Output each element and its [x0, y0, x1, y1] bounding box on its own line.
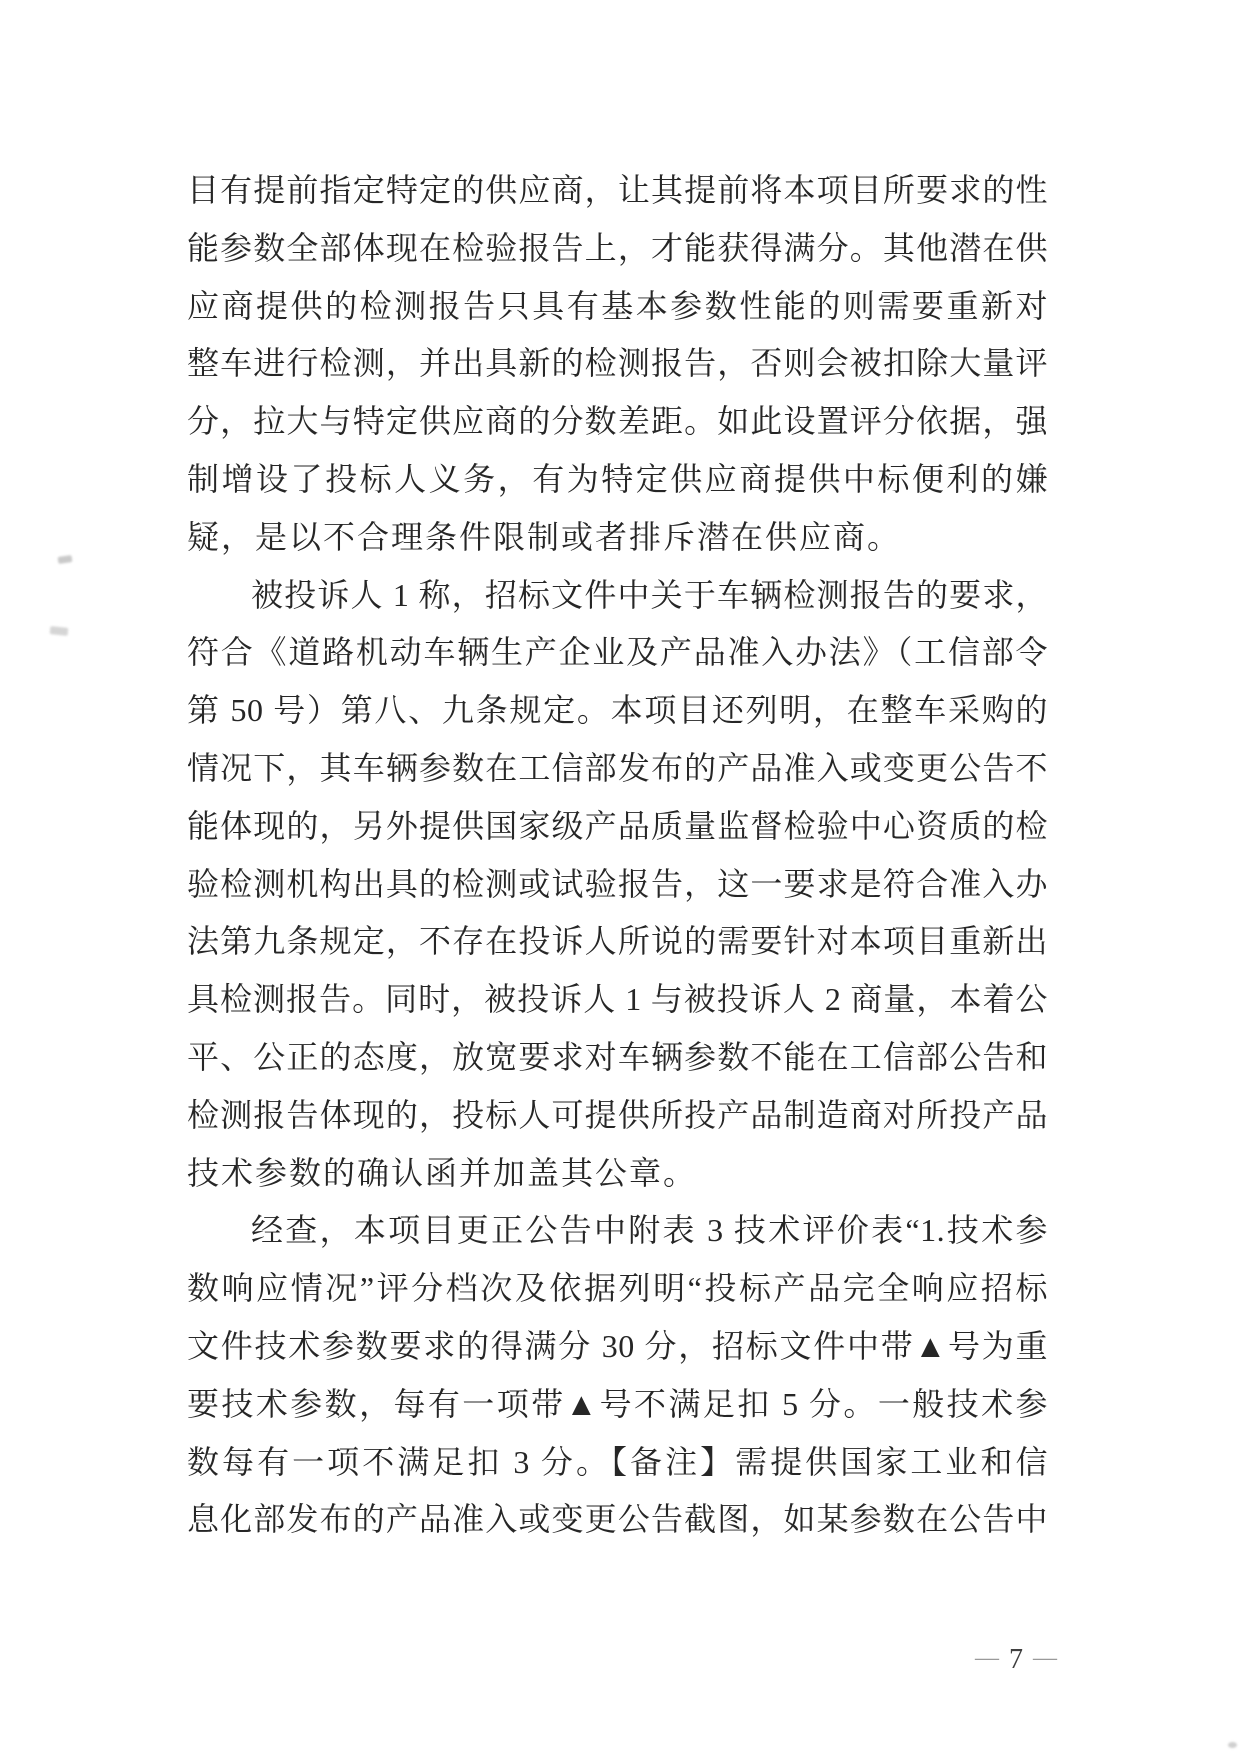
text-line: 验检测机构出具的检测或试验报告，这一要求是符合准入办: [187, 865, 1048, 902]
text-line: 疑，是以不合理条件限制或者排斥潜在供应商。: [187, 518, 902, 555]
scan-smudge: [50, 626, 69, 636]
text-line: 应商提供的检测报告只具有基本参数性能的则需要重新对: [187, 287, 1048, 324]
page-footer: [975, 1640, 1095, 1680]
text-line: 具检测报告。同时，被投诉人 1 与被投诉人 2 商量，本着公: [187, 981, 1048, 1018]
text-line: 能体现的，另外提供国家级产品质量监督检验中心资质的检: [187, 807, 1048, 844]
text-line: 目有提前指定特定的供应商，让其提前将本项目所要求的性: [187, 172, 1048, 208]
text-line: 要技术参数，每有一项带▲号不满足扣 5 分。一般技术参: [187, 1385, 1048, 1422]
document-body-text: [187, 162, 1048, 1549]
text-line: 第 50 号）第八、九条规定。本项目还列明，在整车采购的: [187, 692, 1048, 729]
text-line: 息化部发布的产品准入或变更公告截图，如某参数在公告中: [187, 1501, 1048, 1538]
text-line: 符合《道路机动车辆生产企业及产品准入办法》（工信部令: [187, 634, 1048, 671]
text-line: 分，拉大与特定供应商的分数差距。如此设置评分依据，强: [187, 403, 1048, 440]
text-line: 情况下，其车辆参数在工信部发布的产品准入或变更公告不: [187, 749, 1048, 786]
text-line: 检测报告体现的，投标人可提供所投产品制造商对所投产品: [187, 1096, 1048, 1133]
scan-fleck: [1228, 1742, 1237, 1748]
text-line: 技术参数的确认函并加盖其公章。: [187, 1154, 698, 1191]
text-line: 文件技术参数要求的得满分 30 分，招标文件中带▲号为重: [187, 1327, 1048, 1364]
scan-smudge: [58, 555, 73, 564]
text-line: 数每有一项不满足扣 3 分。【备注】需提供国家工业和信: [187, 1443, 1048, 1480]
text-line: 制增设了投标人义务，有为特定供应商提供中标便利的嫌: [187, 460, 1048, 497]
text-line: 平、公正的态度，放宽要求对车辆参数不能在工信部公告和: [187, 1038, 1048, 1075]
footer-dash-left-icon: —: [975, 1645, 999, 1671]
text-line: 被投诉人 1 称，招标文件中关于车辆检测报告的要求，: [251, 576, 1048, 613]
text-line: 数响应情况”评分档次及依据列明“投标产品完全响应招标: [187, 1270, 1048, 1307]
text-line: 经查，本项目更正公告中附表 3 技术评价表“1.技术参: [251, 1212, 1048, 1249]
text-line: 整车进行检测，并出具新的检测报告，否则会被扣除大量评: [187, 345, 1048, 382]
text-line: 法第九条规定，不存在投诉人所说的需要针对本项目重新出: [187, 923, 1048, 960]
text-line: 能参数全部体现在检验报告上，才能获得满分。其他潜在供: [187, 229, 1048, 266]
footer-dash-right-icon: —: [1033, 1645, 1057, 1671]
page-number: 7: [1009, 1644, 1023, 1675]
